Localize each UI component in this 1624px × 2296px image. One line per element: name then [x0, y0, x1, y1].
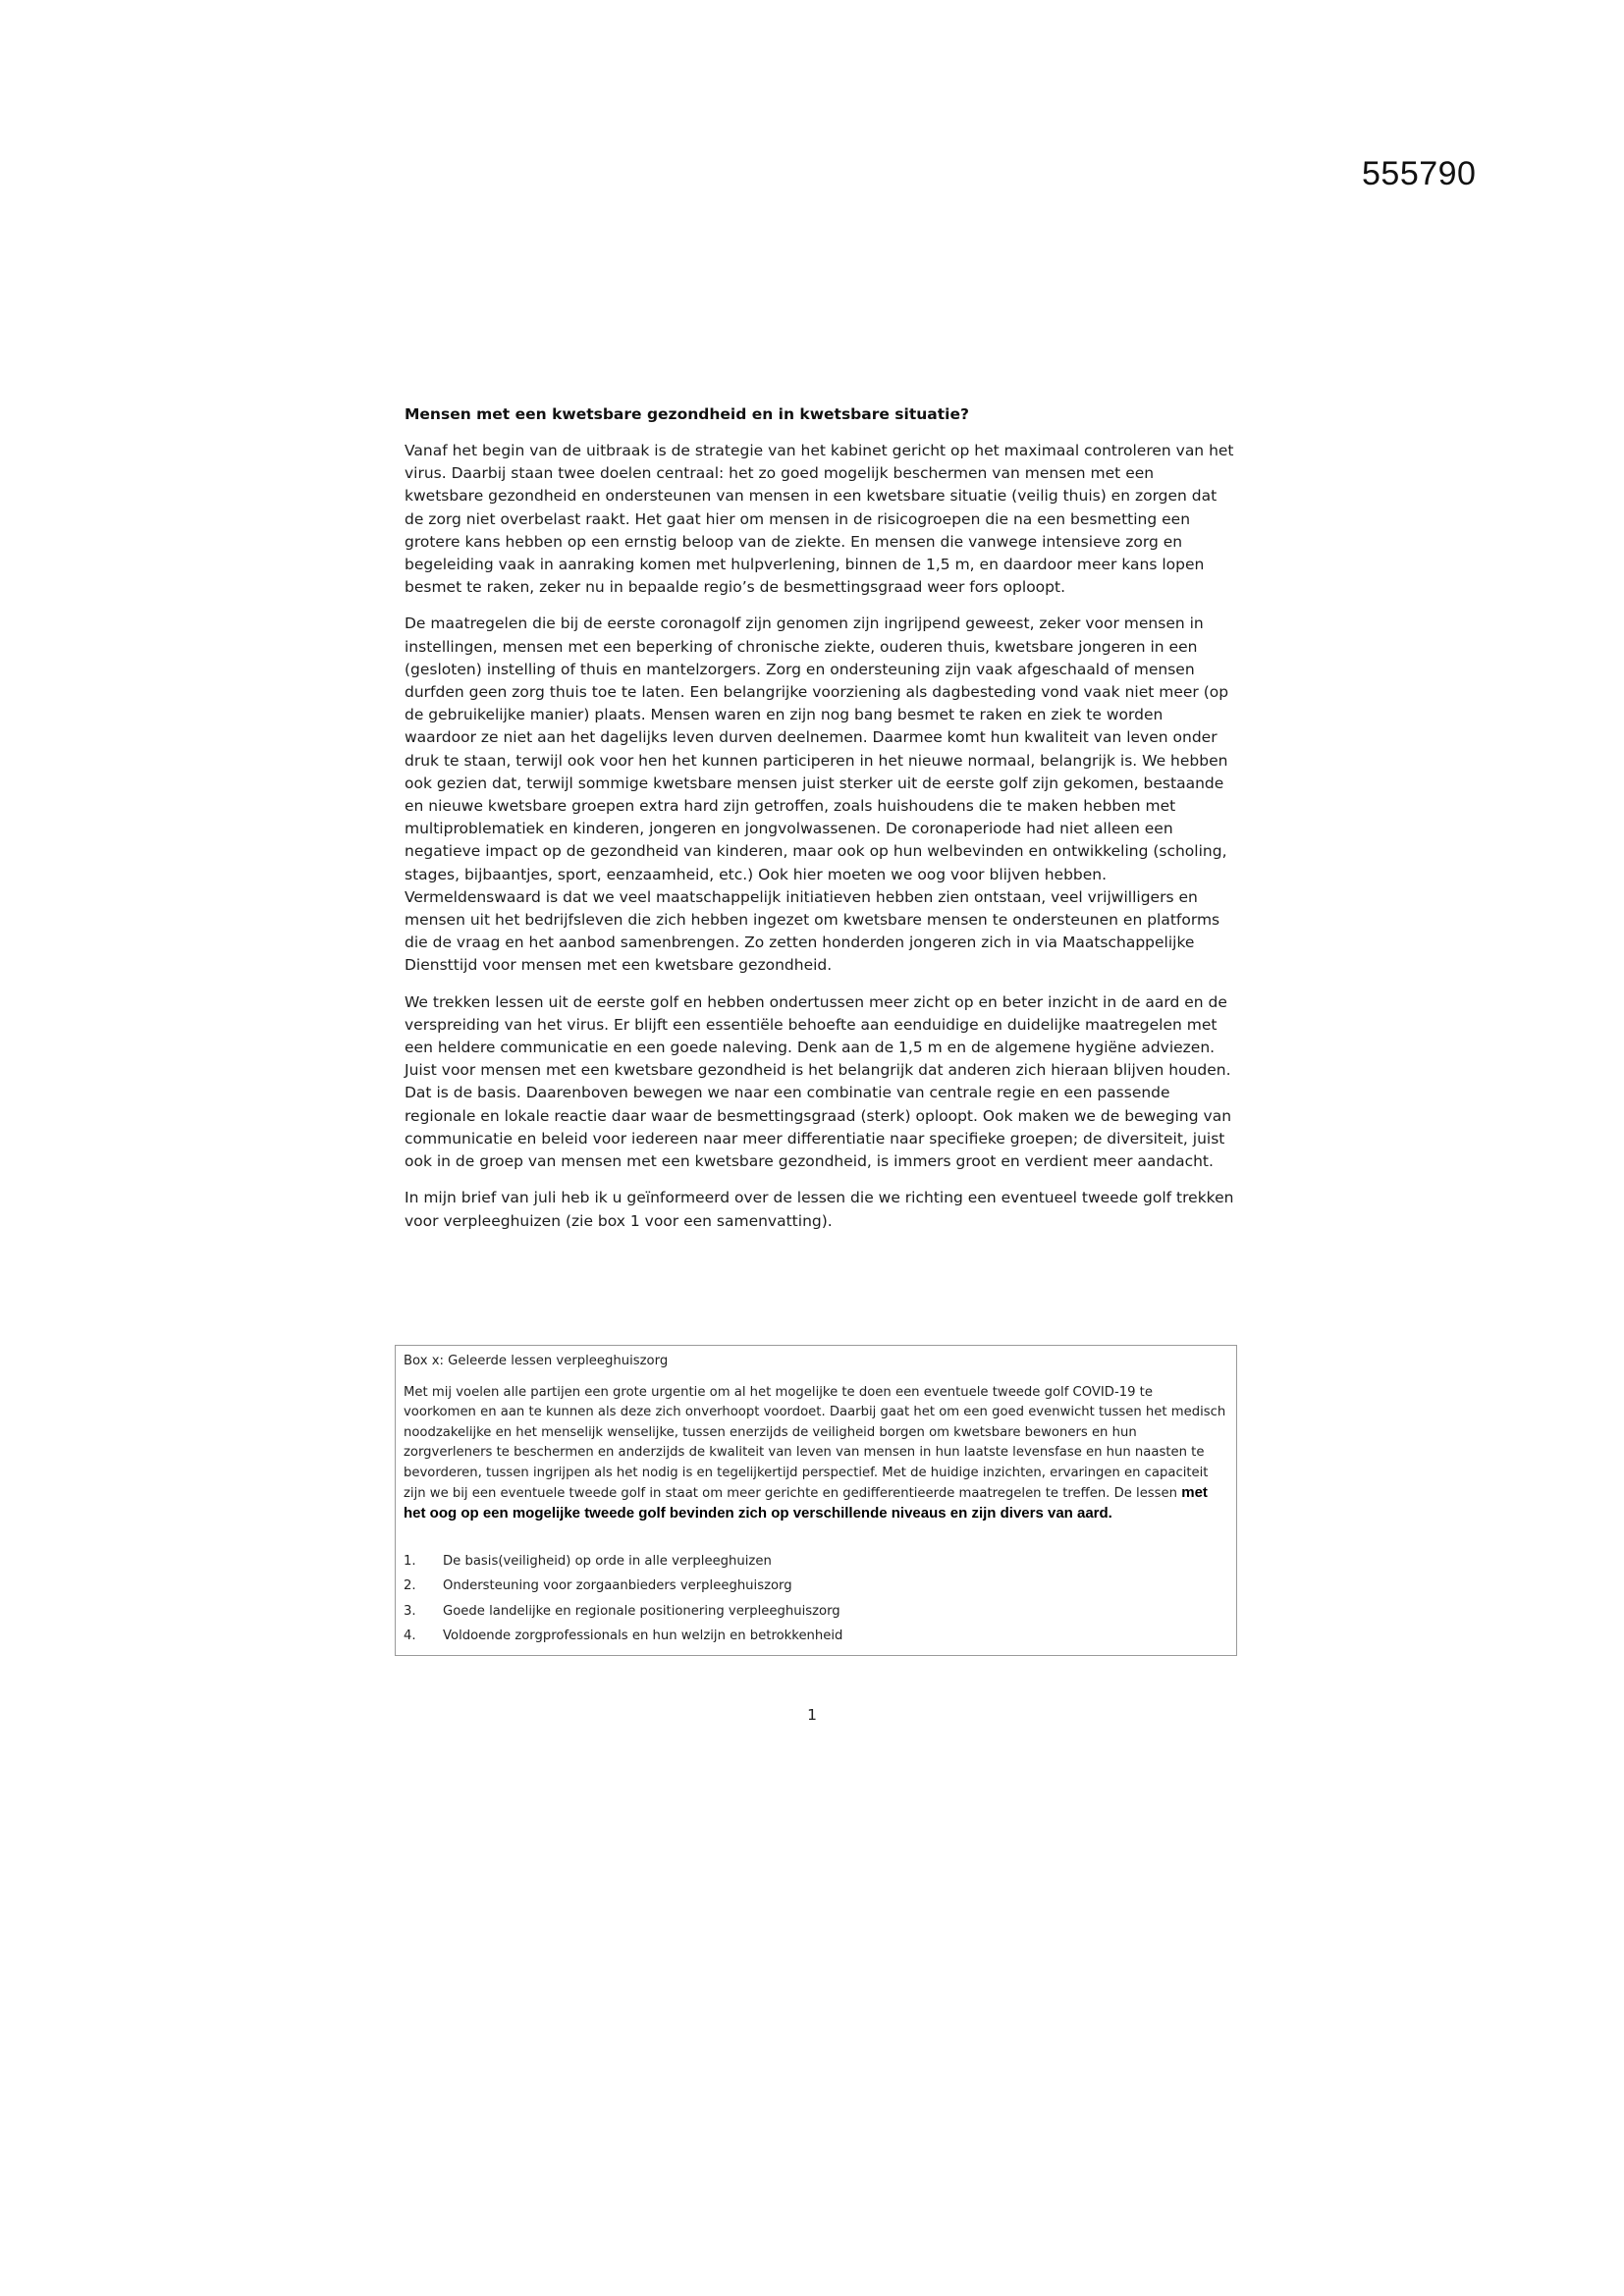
list-item	[404, 1574, 1228, 1599]
paragraph-1: Vanaf het begin van de uitbraak is de strategie van het kabinet gericht op het maximaal controleren van het virus. Daarbij staan twee doelen centraal: het zo goed mogelijk beschermen van mensen met een kwetsbare gezondheid en ondersteunen van mensen in een kwetsbare situatie (veilig thuis) en zorgen dat de zorg niet overbelast raakt. Het gaat hier om mensen in de risicogroepen die na een besmetting een grotere kans hebben op een ernstig beloop van de ziekte. En mensen die vanwege intensieve zorg en begeleiding vaak in aanraking komen met hulpverlening, binnen de 1,5 m, en daardoor meer kans lopen besmet te raken, zeker nu in bepaalde regio’s de besmettingsgraad weer fors oploopt.	[405, 442, 1234, 597]
list-item-label: De basis(veiligheid) op orde in alle verpleeghuizen	[443, 1553, 772, 1569]
list-item	[404, 1549, 1228, 1575]
list-item	[404, 1624, 1228, 1649]
list-item-number: 1.	[404, 1553, 416, 1569]
box-title: Box x: Geleerde lessen verpleeghuiszorg	[404, 1354, 669, 1368]
list-item-number: 4.	[404, 1629, 416, 1644]
box-text	[404, 1383, 1228, 1525]
box-text-bold: met het oog op een mogelijke tweede golf bevinden zich op verschillende niveaus en zijn divers van aard.	[404, 1484, 1208, 1522]
section-heading: Mensen met een kwetsbare gezondheid en in kwetsbare situatie?	[405, 405, 969, 423]
list-item-number: 3.	[404, 1603, 416, 1619]
paragraph-4: In mijn brief van juli heb ik u geïnformeerd over de lessen die we richting een eventueel tweede golf trekken voor verpleeghuizen (zie box 1 voor een samenvatting).	[405, 1189, 1234, 1230]
paragraph-3: We trekken lessen uit de eerste golf en hebben ondertussen meer zicht op en beter inzicht in de aard en de verspreiding van het virus. Er blijft een essentiële behoefte aan eenduidige en duidelijke maatregelen met een heldere communicatie en een goede naleving. Denk aan de 1,5 m en de algemene hygiëne adviezen. Juist voor mensen met een kwetsbare gezondheid is het belangrijk dat anderen zich hieraan blijven houden. Dat is de basis. Daarenboven bewegen we naar een combinatie van centrale regie en een passende regionale en lokale reactie daar waar de besmettingsgraad (sterk) oploopt. Ook maken we de beweging van communicatie en beleid voor iedereen naar meer differentiatie naar specifieke groepen; de diversiteit, juist ook in de groep van mensen met een kwetsbare gezondheid, is immers groot en verdient meer aandacht.	[405, 992, 1232, 1171]
box-text-regular: Met mij voelen alle partijen een grote urgentie om al het mogelijke te doen een eventuele tweede golf COVID-19 te voorkomen en aan te kunnen als deze zich onverhoopt voordoet. Daarbij gaat het om een goed evenwicht tussen het medisch noodzakelijke en het menselijk wenselijke, tussen enerzijds de veiligheid borgen om kwetsbare bewoners en hun zorgverleners te beschermen en anderzijds de kwaliteit van leven van mensen in hun laatste levensfase en hun naasten te bevorderen, tussen ingrijpen als het nodig is en tegelijkertijd perspectief. Met de huidige inzichten, ervaringen en capaciteit zijn we bij een eventuele tweede golf in staat om meer gerichte en gedifferentieerde maatregelen te treffen. De lessen	[404, 1385, 1226, 1502]
paragraph-2: De maatregelen die bij de eerste coronagolf zijn genomen zijn ingrijpend geweest, zeker voor mensen in instellingen, mensen met een beperking of chronische ziekte, ouderen thuis, kwetsbare jongeren in een (gesloten) instelling of thuis en mantelzorgers. Zorg en ondersteuning zijn vaak afgeschaald of mensen durfden geen zorg thuis toe te laten. Een belangrijke voorziening als dagbesteding vond vaak niet meer (op de gebruikelijke manier) plaats. Mensen waren en zijn nog bang besmet te raken en ziek te worden waardoor ze niet aan het dagelijks leven durven deelnemen. Daarmee komt hun kwaliteit van leven onder druk te staan, terwijl ook voor hen het kunnen participeren in het nieuwe normaal, belangrijk is. We hebben ook gezien dat, terwijl sommige kwetsbare mensen juist sterker uit de eerste golf zijn gekomen, bestaande en nieuwe kwetsbare groepen extra hard zijn getroffen, zoals huishoudens die te maken hebben met multiproblematiek en kinderen, jongeren en jongvolwassenen. De coronaperiode had niet alleen een negatieve impact op de gezondheid van kinderen, maar ook op hun welbevinden en ontwikkeling (scholing, stages, bijbaantjes, sport, eenzaamheid, etc.) Ook hier moeten we oog voor blijven hebben. Vermeldenswaard is dat we veel maatschappelijk initiatieven hebben zien ontstaan, veel vrijwilligers en mensen uit het bedrijfsleven die zich hebben ingezet om kwetsbare mensen te ondersteunen en platforms die de vraag en het aanbod samenbrengen. Zo zetten honderden jongeren zich in via Maatschappelijke Diensttijd voor mensen met een kwetsbare gezondheid.	[405, 614, 1229, 975]
list-item-number: 2.	[404, 1578, 416, 1594]
box-list	[404, 1549, 1228, 1649]
document-body	[405, 402, 1235, 1247]
list-item-label: Ondersteuning voor zorgaanbieders verpleeghuiszorg	[443, 1578, 792, 1594]
info-box	[395, 1345, 1237, 1656]
page-number: 1	[807, 1706, 817, 1724]
list-item-label: Voldoende zorgprofessionals en hun welzijn en betrokkenheid	[443, 1629, 843, 1644]
list-item-label: Goede landelijke en regionale positionering verpleeghuiszorg	[443, 1603, 840, 1619]
document-id: 555790	[1362, 155, 1477, 192]
list-item	[404, 1599, 1228, 1625]
